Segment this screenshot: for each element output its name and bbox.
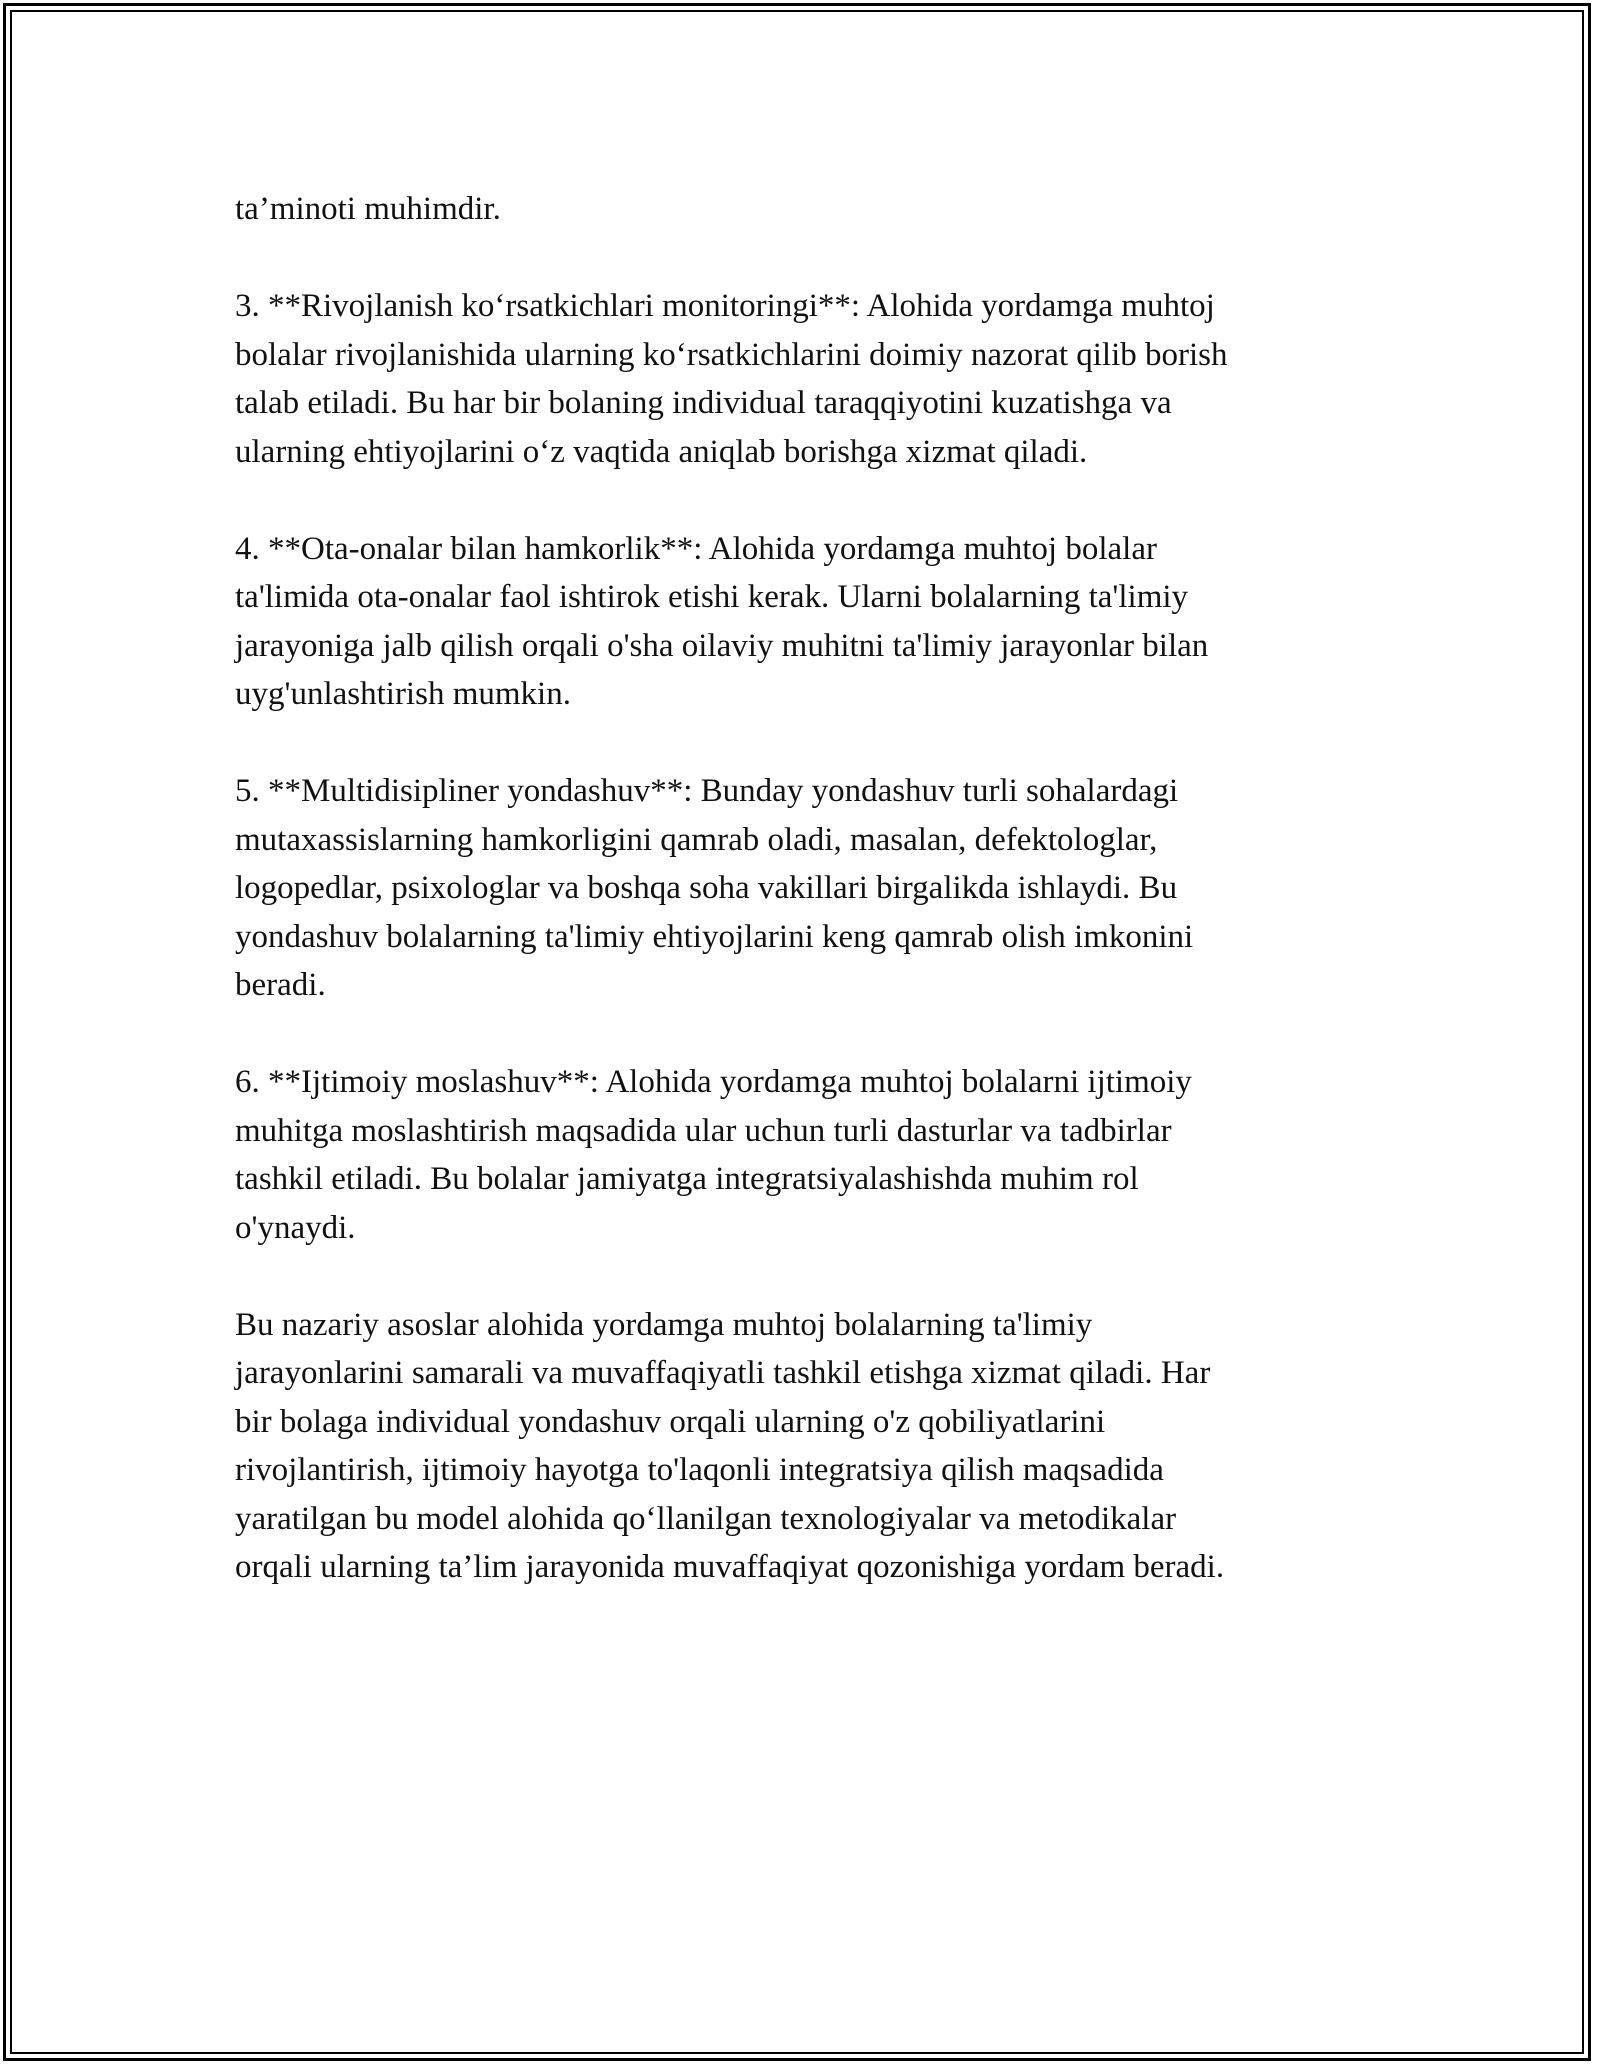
paragraph-item-3: 3. **Rivojlanish ko‘rsatkichlari monitoringi**: Alohida yordamga muhtoj bolalar rivojlanishida ularning ko‘rsatkichlarini doimiy nazorat qilib borish talab etiladi. Bu har bir bolaning individual taraqqiyotini kuzatishga va ularning ehtiyojlarini o‘z vaqtida aniqlab borishga xizmat qiladi. <box>235 288 1228 470</box>
paragraph-item-6: 6. **Ijtimoiy moslashuv**: Alohida yordamga muhtoj bolalarni ijtimoiy muhitga moslashtirish maqsadida ular uchun turli dasturlar va tadbirlar tashkil etiladi. Bu bolalar jamiyatga integratsiyalashishda muhim rol o'ynaydi. <box>235 1064 1192 1246</box>
paragraph-conclusion: Bu nazariy asoslar alohida yordamga muhtoj bolalarning ta'limiy jarayonlarini samarali va muvaffaqiyatli tashkil etishga xizmat qiladi. Har bir bolaga individual yondashuv orqali ularning o'z qobiliyatlarini rivojlantirish, ijtimoiy hayotga to'laqonli integratsiya qilish maqsadida yaratilgan bu model alohida qo‘llanilgan texnologiyalar va metodikalar orqali ularning ta’lim jarayonida muvaffaqiyat qozonishiga yordam beradi. <box>235 1306 1225 1585</box>
paragraph-continuation: ta’minoti muhimdir. <box>235 191 501 227</box>
paragraph-item-4: 4. **Ota-onalar bilan hamkorlik**: Alohida yordamga muhtoj bolalar ta'limida ota-onalar faol ishtirok etishi kerak. Ularni bolalarning ta'limiy jarayoniga jalb qilish orqali o'sha oilaviy muhitni ta'limiy jarayonlar bilan uyg'unlashtirish mumkin. <box>235 530 1209 712</box>
document-body <box>235 185 1365 1640</box>
paragraph-item-5: 5. **Multidisipliner yondashuv**: Bunday yondashuv turli sohalardagi mutaxassislarning hamkorligini qamrab oladi, masalan, defektologlar, logopedlar, psixologlar va boshqa soha vakillari birgalikda ishlaydi. Bu yondashuv bolalarning ta'limiy ehtiyojlarini keng qamrab olish imkonini beradi. <box>235 773 1194 1003</box>
